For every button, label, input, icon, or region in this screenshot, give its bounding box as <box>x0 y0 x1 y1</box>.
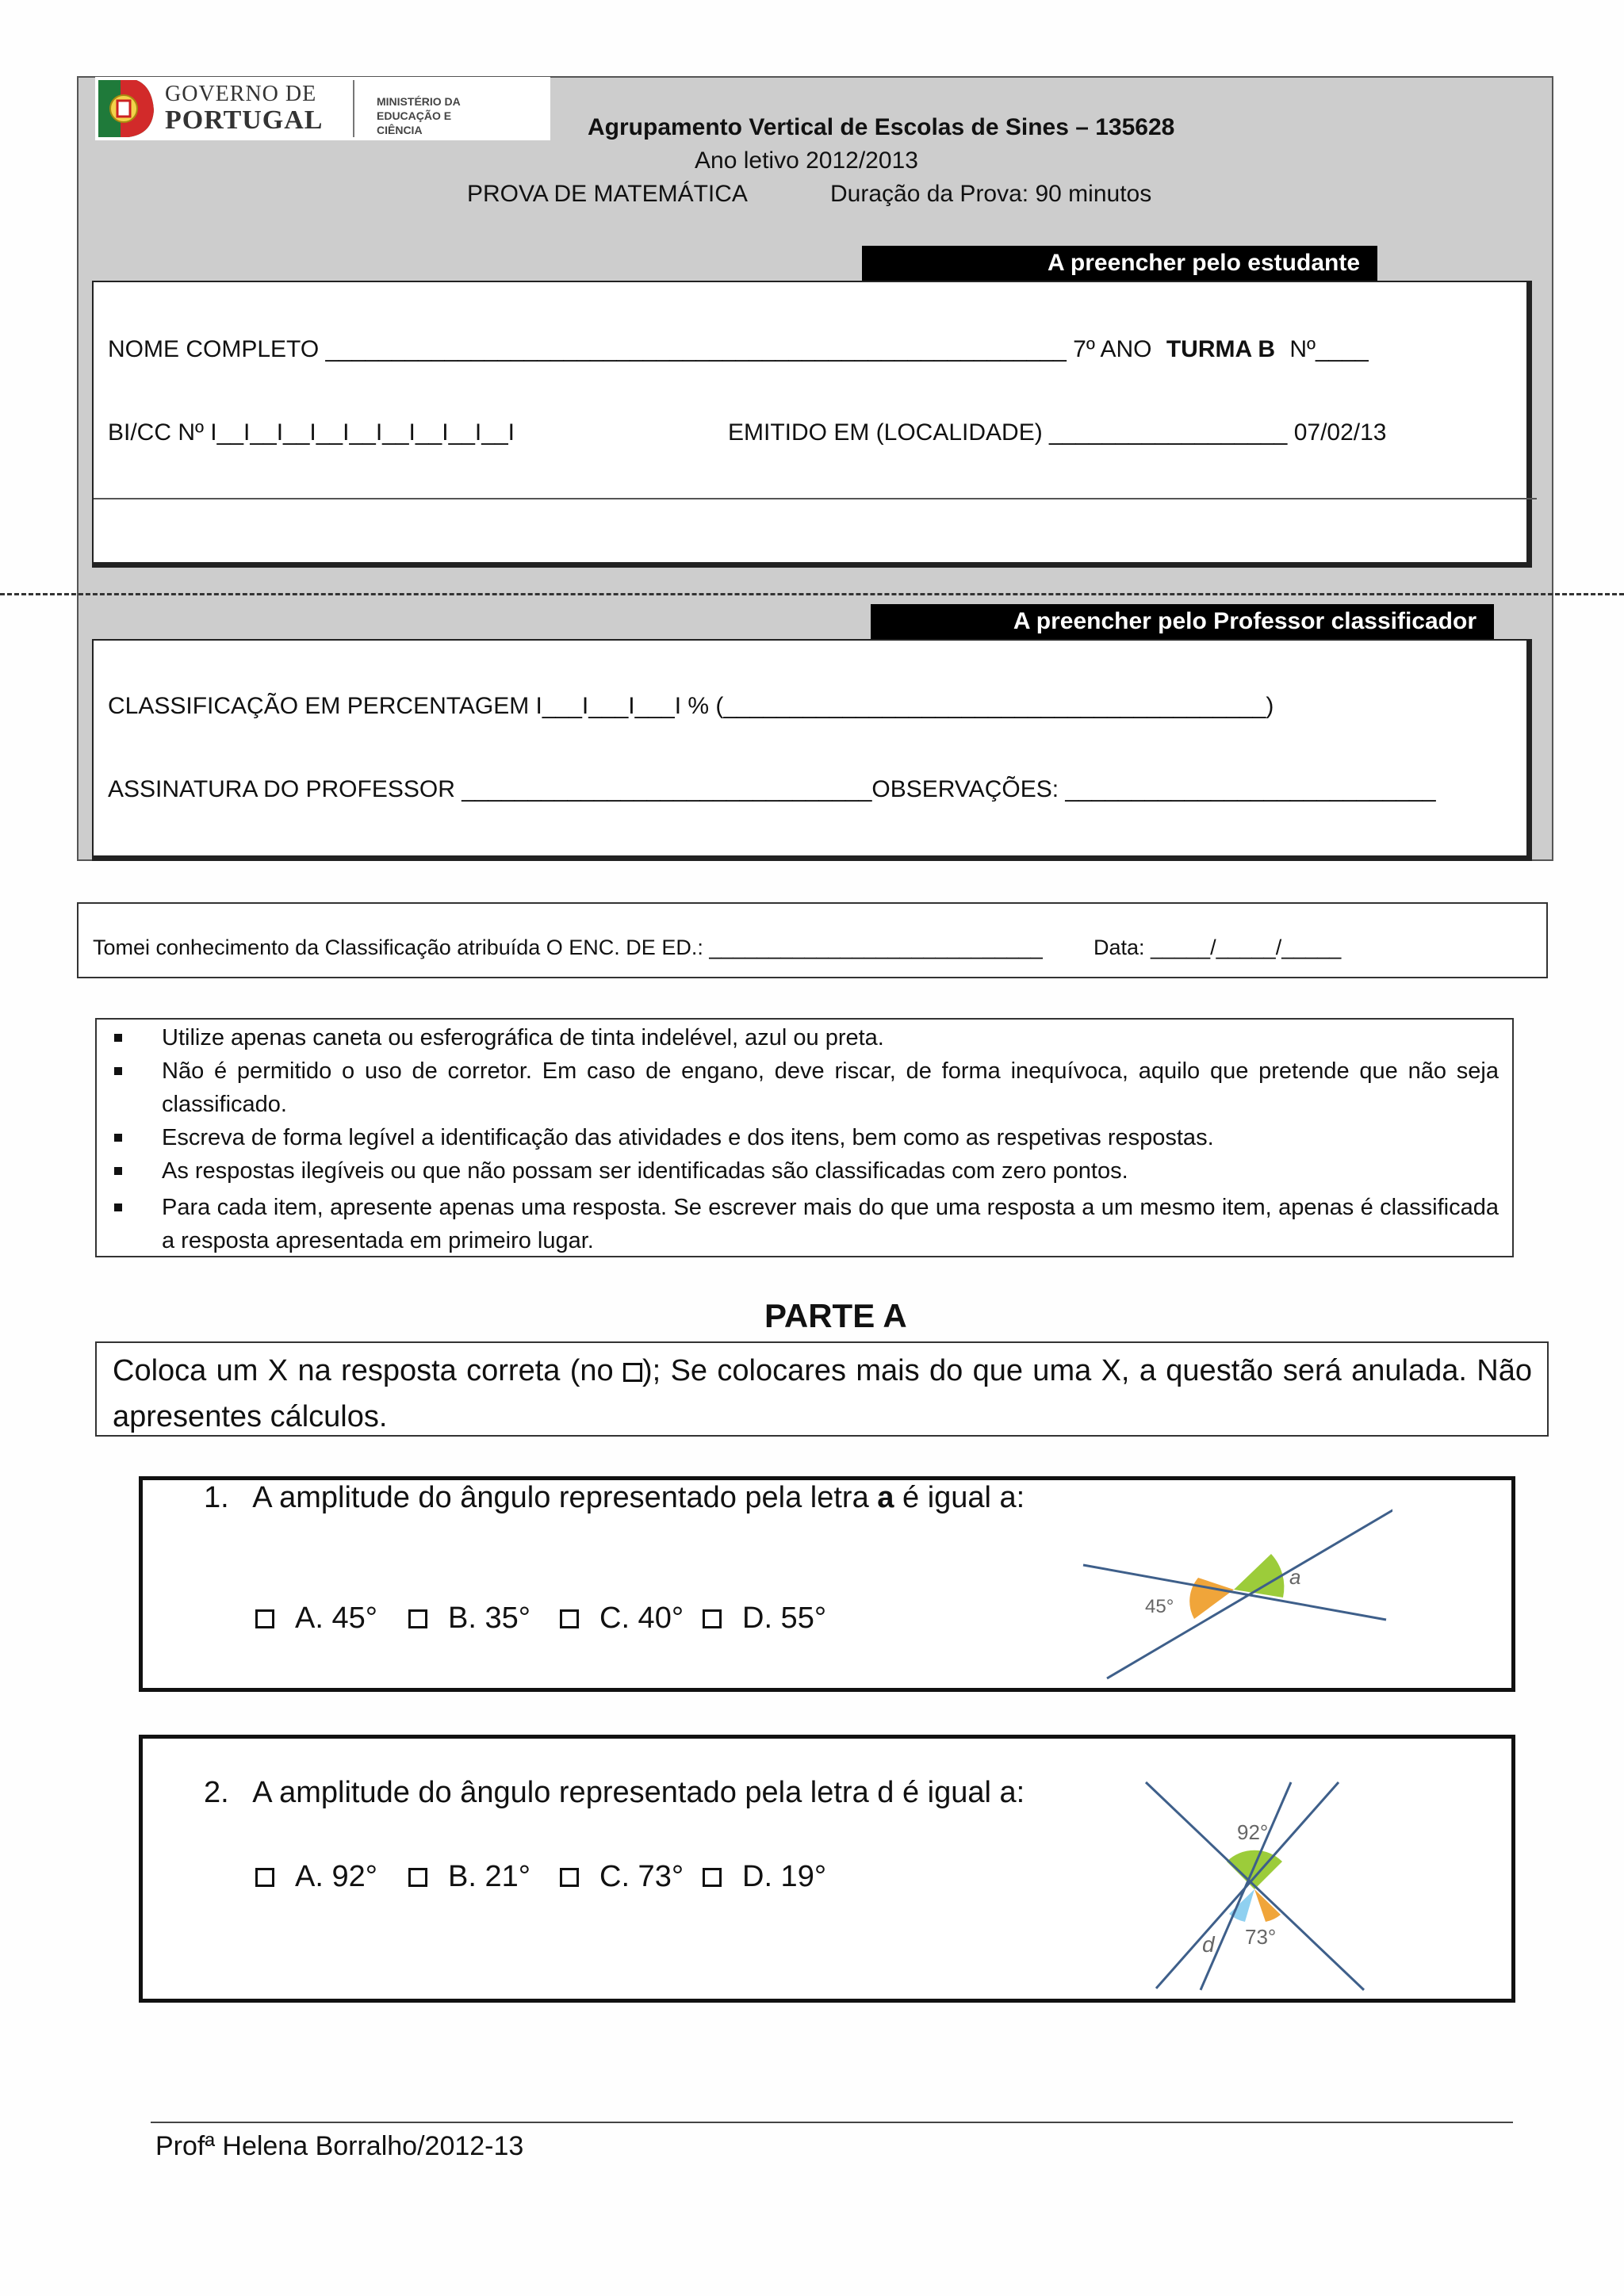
id-card-field[interactable]: BI/CC Nº I__I__I__I__I__I__I__I__I__I <box>108 419 515 446</box>
q1-angle-figure <box>1075 1490 1392 1689</box>
angle-d-label: d <box>1202 1932 1215 1957</box>
line-1 <box>1146 1782 1364 1990</box>
angle-73-label: 73° <box>1245 1925 1277 1949</box>
checkbox-icon[interactable] <box>560 1609 579 1628</box>
turma-label: TURMA B <box>1166 336 1276 362</box>
footer-rule <box>151 2122 1513 2123</box>
instruction-box <box>95 1341 1549 1437</box>
student-box-divider <box>94 498 1537 499</box>
line-3 <box>1201 1782 1291 1990</box>
rules-box <box>95 1018 1514 1257</box>
checkbox-icon[interactable] <box>255 1868 274 1887</box>
school-year: Ano letivo 2012/2013 <box>695 147 918 174</box>
rule-item: Utilize apenas caneta ou esferográfica de tinta indelével, azul ou preta. <box>162 1025 884 1050</box>
checkbox-icon[interactable] <box>408 1868 427 1887</box>
question-2-text: 2. A amplitude do ângulo representado pela letra d é igual a: <box>204 1776 1025 1809</box>
q2-option-d[interactable]: D. 19° <box>703 1860 826 1894</box>
name-field[interactable]: NOME COMPLETO ________________________________________________________ 7º ANO TURMA B Nº____ <box>108 336 1369 362</box>
footer-author: Profª Helena Borralho/2012-13 <box>155 2131 524 2161</box>
bullet-icon <box>114 1067 122 1075</box>
part-a-title: PARTE A <box>764 1297 907 1334</box>
rule-item: Para cada item, apresente apenas uma resposta. Se escrever mais do que uma resposta a um mesmo item, apenas é classificada a resposta apresentada em primeiro lugar. <box>162 1195 1499 1253</box>
teacher-section-label: A preencher pelo Professor classificador <box>871 604 1494 639</box>
q2-option-a[interactable]: A. 92° <box>255 1860 377 1894</box>
issued-location-field[interactable]: EMITIDO EM (LOCALIDADE) __________________ 07/02/13 <box>728 419 1387 446</box>
angle-a-label: a <box>1289 1565 1301 1589</box>
logo-divider <box>353 80 354 137</box>
bullet-icon <box>114 1034 122 1042</box>
checkbox-icon <box>623 1363 642 1382</box>
guardian-box <box>77 902 1548 978</box>
q1-option-a[interactable]: A. 45° <box>255 1601 377 1636</box>
q2-angle-figure <box>1126 1776 1380 1998</box>
instruction-text: Coloca um X na resposta correta (no ); Se colocares mais do que uma X, a questão será anulada. Não apresentes cálculos. <box>113 1354 1532 1433</box>
student-number-field[interactable]: Nº____ <box>1289 336 1369 362</box>
exam-title: PROVA DE MATEMÁTICA <box>467 181 748 207</box>
school-name: Agrupamento Vertical de Escolas de Sines – 135628 <box>588 114 1175 140</box>
checkbox-icon[interactable] <box>703 1609 722 1628</box>
student-section-label: A preencher pelo estudante <box>862 246 1377 281</box>
bullet-icon <box>114 1134 122 1142</box>
portugal-coat-of-arms-icon <box>97 78 157 139</box>
question-1-text: 1. A amplitude do ângulo representado pela letra a é igual a: <box>204 1481 1025 1514</box>
checkbox-icon[interactable] <box>703 1868 722 1887</box>
guardian-signature-field[interactable]: Tomei conhecimento da Classificação atribuída O ENC. DE ED.: ____________________________ <box>93 936 1043 959</box>
ministry-name: MINISTÉRIO DA EDUCAÇÃO E CIÊNCIA <box>377 95 461 137</box>
exam-duration: Duração da Prova: 90 minutos <box>830 181 1152 207</box>
bullet-icon <box>114 1167 122 1175</box>
q2-option-c[interactable]: C. 73° <box>560 1860 684 1894</box>
government-logo <box>95 77 550 140</box>
bullet-icon <box>114 1203 122 1211</box>
q1-option-d[interactable]: D. 55° <box>703 1601 826 1636</box>
q2-option-b[interactable]: B. 21° <box>408 1860 530 1894</box>
checkbox-icon[interactable] <box>255 1609 274 1628</box>
transversal-line <box>1083 1565 1386 1620</box>
checkbox-icon[interactable] <box>560 1868 579 1887</box>
classification-field[interactable]: CLASSIFICAÇÃO EM PERCENTAGEM I___I___I___I % (_________________________________________) <box>108 693 1274 719</box>
signature-field[interactable]: ASSINATURA DO PROFESSOR _______________________________OBSERVAÇÕES: ____________________________ <box>108 776 1436 802</box>
rule-item: As respostas ilegíveis ou que não possam ser identificadas são classificadas com zero pontos. <box>162 1158 1128 1184</box>
cut-line <box>0 593 1624 595</box>
rule-item: Não é permitido o uso de corretor. Em caso de engano, deve riscar, de forma inequívoca, aquilo que pretende que não seja classificado. <box>162 1058 1499 1117</box>
angle-92-label: 92° <box>1237 1820 1269 1844</box>
logo-wordmark: GOVERNO DE PORTUGAL <box>165 82 324 135</box>
checkbox-icon[interactable] <box>408 1609 427 1628</box>
angle-a-sector <box>1234 1554 1284 1598</box>
q1-option-b[interactable]: B. 35° <box>408 1601 530 1636</box>
angle-45-sector <box>1189 1578 1234 1619</box>
guardian-date-field[interactable]: Data: _____/_____/_____ <box>1094 936 1342 959</box>
teacher-box <box>92 639 1532 861</box>
rule-item: Escreva de forma legível a identificação das atividades e dos itens, bem como as respetivas respostas. <box>162 1125 1214 1150</box>
q1-option-c[interactable]: C. 40° <box>560 1601 684 1636</box>
angle-45-label: 45° <box>1145 1596 1174 1617</box>
